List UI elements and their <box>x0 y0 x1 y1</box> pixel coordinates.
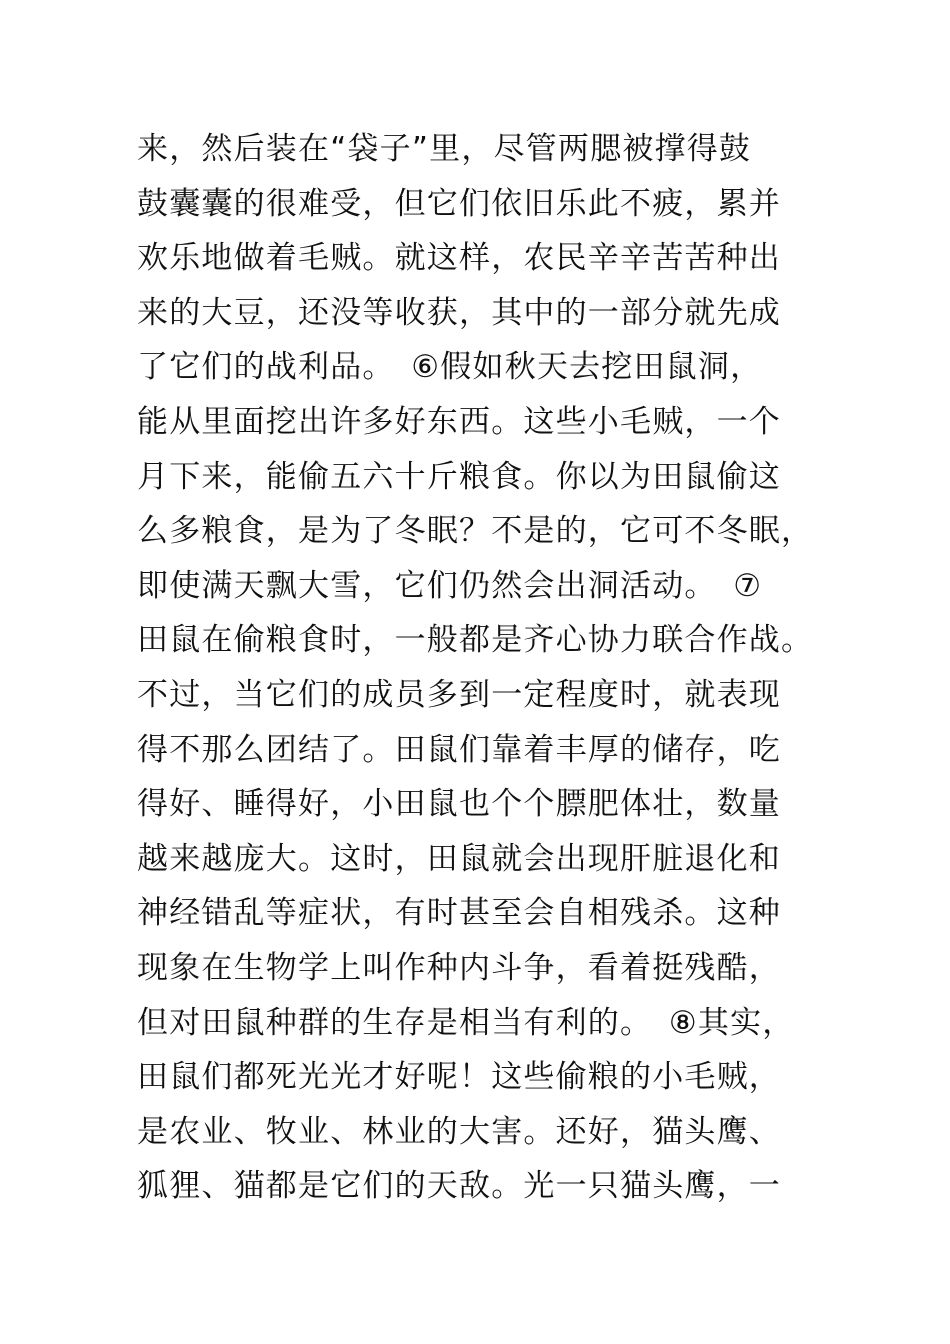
text-line: 但对田鼠种群的生存是相当有利的。 ⑧其实， <box>137 1004 795 1041</box>
text-line: 了它们的战利品。 ⑥假如秋天去挖田鼠洞， <box>137 349 763 386</box>
text-line: 现象在生物学上叫作种内斗争，看着挺残酷， <box>137 949 781 986</box>
text-line: 月下来，能偷五六十斤粮食。你以为田鼠偷这 <box>137 458 781 495</box>
text-line: 越来越庞大。这时，田鼠就会出现肝脏退化和 <box>137 840 781 877</box>
text-line: 神经错乱等症状，有时甚至会自相残杀。这种 <box>137 895 781 932</box>
text-line: 得好、睡得好，小田鼠也个个膘肥体壮，数量 <box>137 786 781 823</box>
text-line: 即使满天飘大雪，它们仍然会出洞活动。 ⑦ <box>137 567 763 604</box>
text-line: 狐狸、猫都是它们的天敌。光一只猫头鹰，一 <box>137 1168 781 1205</box>
body-text <box>137 122 837 1214</box>
text-line: 是农业、牧业、林业的大害。还好，猫头鹰、 <box>137 1113 781 1150</box>
text-line: 不过，当它们的成员多到一定程度时，就表现 <box>137 676 781 713</box>
text-line: 能从里面挖出许多好东西。这些小毛贼，一个 <box>137 403 781 440</box>
text-line: 来的大豆，还没等收获，其中的一部分就先成 <box>137 294 781 331</box>
text-line: 田鼠在偷粮食时，一般都是齐心协力联合作战。 <box>137 622 814 659</box>
text-line: 欢乐地做着毛贼。就这样，农民辛辛苦苦种出 <box>137 240 781 277</box>
text-line: 田鼠们都死光光才好呢！这些偷粮的小毛贼， <box>137 1059 781 1096</box>
text-line: 得不那么团结了。田鼠们靠着丰厚的储存，吃 <box>137 731 781 768</box>
text-line: 么多粮食，是为了冬眠？不是的，它可不冬眠， <box>137 513 814 550</box>
text-line: 来，然后装在“袋子”里，尽管两腮被撑得鼓 <box>137 131 752 167</box>
text-line: 鼓囊囊的很难受，但它们依旧乐此不疲，累并 <box>137 185 781 222</box>
